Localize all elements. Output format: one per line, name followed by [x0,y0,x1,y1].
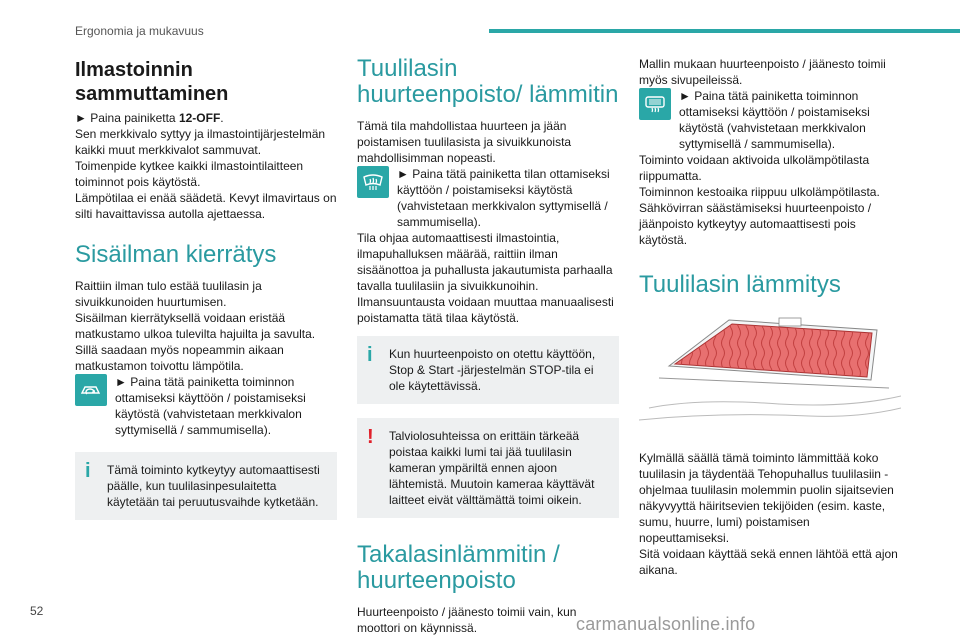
info-note: i Tämä toiminto kytkeytyy automaattisesti päälle, kun tuulilasinpesulaitetta käytetään tai peruutusvaihde kytketään. [75,452,337,520]
header-accent-bar [489,29,960,33]
paragraph: Lämpötilaa ei enää säädetä. Kevyt ilmavirtaus on silti havaittavissa autolla ajettaessa. [75,191,337,221]
section-title-windscreen-defrost: Tuulilasin huurteenpoisto/ lämmitin [357,55,619,108]
heated-windscreen-illustration [639,308,901,428]
paragraph: ► Paina tätä painiketta toiminnon ottamiseksi käyttöön / poistamiseksi käytöstä (vahvistetaan merkkivalon syttymisellä / sammumisella). [115,375,306,437]
recirculation-icon [75,374,107,406]
rear-defrost-icon [639,88,671,120]
paragraph: Ilmansuuntausta voidaan muuttaa manuaalisesti poistamatta tätä tilaa käytöstä. [357,295,614,325]
rear-defrost-instruction: ► Paina tätä painiketta toiminnon ottamiseksi käyttöön / poistamiseksi käytöstä (vahvistetaan merkkivalon syttymisellä / sammumisella). [639,88,901,152]
section-title-windscreen-heating: Tuulilasin lämmitys [639,271,841,298]
front-defrost-instruction: ► Paina tätä painiketta tilan ottamiseksi käyttöön / poistamiseksi käytöstä (vahvistetaan merkkivalon syttymisellä / sammumisella). [357,166,619,230]
paragraph: Tämä tila mahdollistaa huurteen ja jään poistamisen tuulilasista ja sivuikkunoista mahdollisimman nopeasti. [357,119,572,165]
paragraph: Sitä voidaan käyttää sekä ennen lähtöä että ajon aikana. [639,547,898,577]
recirculation-instruction [75,374,337,438]
column-1 [75,56,337,520]
paragraph: Sen merkkivalo syttyy ja ilmastointijärjestelmän kaikki muut merkkivalot sammuvat. [75,127,326,157]
paragraph: Huurteenpoisto / jäänesto toimii vain, kun moottori on käynnissä. [357,605,577,635]
paragraph: Toimenpide kytkee kaikki ilmastointilaitteen toiminnot pois käytöstä. [75,159,304,189]
paragraph: Raittiin ilman tulo estää tuulilasin ja sivuikkunoiden huurtumisen. [75,279,262,309]
column-3 [639,56,901,578]
paragraph: Sillä saadaan myös nopeammin aikaan matkustamon toivottu lämpötila. [75,343,284,373]
info-note: i Kun huurteenpoisto on otettu käyttöön, Stop & Start -järjestelmän STOP-tila ei ole käytettävissä. [357,336,619,404]
paragraph: Kylmällä säällä tämä toiminto lämmittää koko tuulilasin ja täydentää Tehopuhallus tuulilasiin -ohjelmaa tuulilasin molemmin puolin sijaitsevien näkyvyyttä häiritsevien tekijöiden (esim. kaste, sumu, huurre, lumi) poistamisen nopeuttamiseksi. [639,451,894,545]
section-title-ac-off: Ilmastoinnin sammuttaminen [75,59,229,105]
section-title-rear-defrost: Takalasinlämmitin / huurteenpoisto [357,541,560,594]
paragraph: Mallin mukaan huurteenpoisto / jäänesto toimii myös sivupeileissä. [639,57,886,87]
page-number: 52 [30,604,44,618]
front-defrost-icon [357,166,389,198]
paragraph: Toiminto voidaan aktivoida ulkolämpötilasta riippumatta. [639,153,870,183]
paragraph: Sähkövirran säästämiseksi huurteenpoisto / jäänpoisto kytkeytyy automaattisesti pois käytöstä. [639,201,872,247]
info-icon: i [367,344,373,366]
warning-icon: ! [367,426,374,448]
column-2 [357,56,619,636]
instruction-12-off: ► Paina painiketta 12-OFF. [75,111,224,125]
paragraph: Tila ohjaa automaattisesti ilmastointia, ilmapuhalluksen määrää, raittiin ilman sisäänottoa ja puhallusta jakautumista parhaalla tavalla tuulilasiin ja sivuikkunoihin. [357,231,613,293]
paragraph: Sisäilman kierrätyksellä voidaan eristää matkustamo ulkoa tulevilta hajuilta ja savulta. [75,311,316,341]
section-title-recirculation: Sisäilman kierrätys [75,241,277,268]
warning-note: ! Talviolosuhteissa on erittäin tärkeää poistaa kaikki lumi tai jää tuulilasin kameran ympäriltä ennen ajoon lähtemistä. Muutoin kameraa käyttävät laitteet eivät välttämättä toimi oikein. [357,418,619,518]
paragraph: Toiminnon kestoaika riippuu ulkolämpötilasta. [639,185,880,199]
running-header: Ergonomia ja mukavuus [75,24,204,38]
watermark: carmanualsonline.info [576,614,756,634]
info-icon: i [85,460,91,482]
